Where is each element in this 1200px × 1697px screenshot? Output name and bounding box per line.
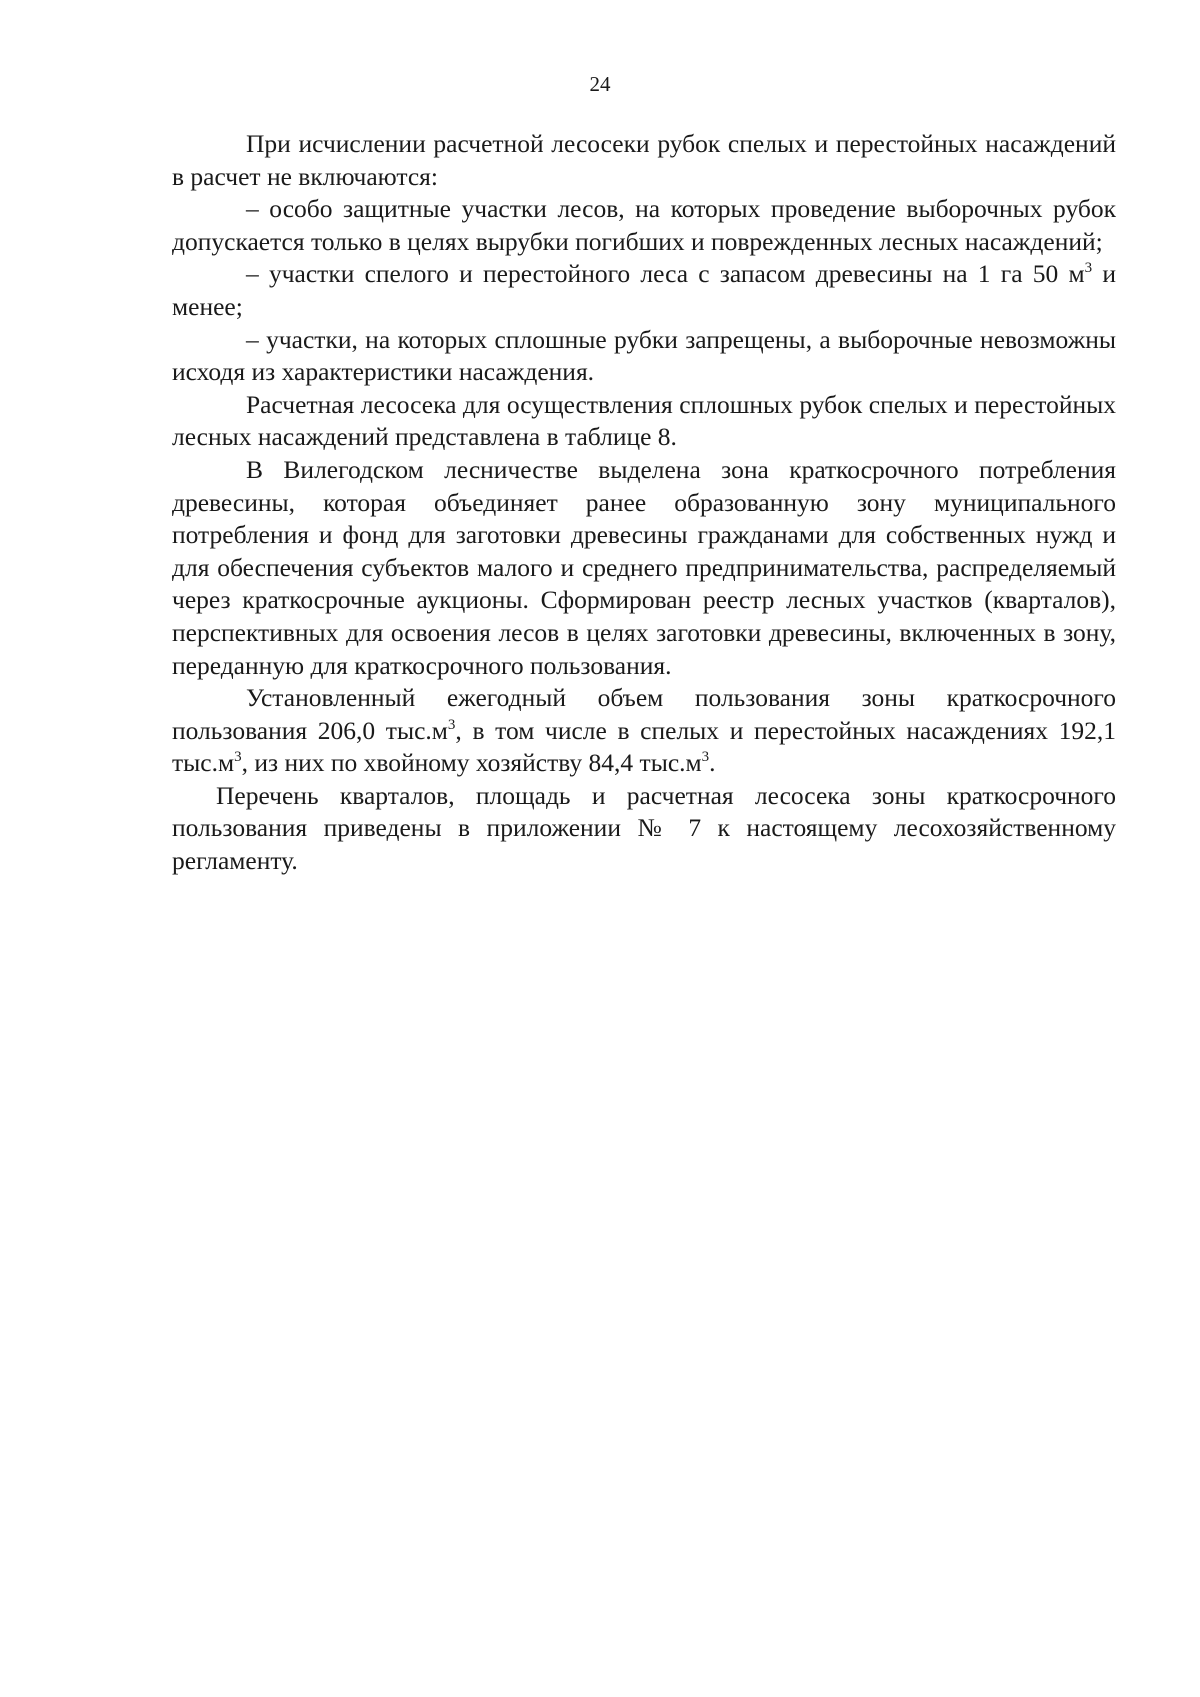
superscript: 3: [701, 749, 710, 766]
bullet-protective-areas: – особо защитные участки лесов, на которых проведение выборочных рубок допускается только в целях вырубки погибших и поврежденных лесных насаждений;: [172, 194, 1116, 256]
document-body: [172, 128, 1116, 878]
annual-volume-text: .: [709, 748, 716, 778]
annual-volume-text: , из них по хвойному хозяйству 84,4 тыс.м: [241, 748, 702, 778]
paragraph-annual-volume: [172, 682, 1116, 780]
page-number: 24: [589, 72, 611, 96]
bullet-prohibited-areas: – участки, на которых сплошные рубки запрещены, а выборочные невозможны исходя из характеристики насаждения.: [172, 324, 1116, 387]
paragraph-intro: При исчислении расчетной лесосеки рубок спелых и перестойных насаждений в расчет не включаются:: [172, 129, 1116, 191]
paragraph-table-reference: Расчетная лесосека для осуществления сплошных рубок спелых и перестойных лесных насаждений представлена в таблице 8.: [172, 389, 1116, 452]
bullet-low-stock-text: – участки спелого и перестойного леса с запасом древесины на 1 га 50 м: [246, 259, 1085, 289]
bullet-low-stock-areas: [172, 258, 1116, 323]
paragraph-short-term-zone: В Вилегодском лесничестве выделена зона краткосрочного потребления древесины, которая объединяет ранее образованную зону муниципального потребления и фонд для заготовки древесины гражданами для собственных нужд и для обеспечения субъектов малого и среднего предпринимательства, распределяемый через краткосрочные аукционы. Сформирован реестр лесных участков (кварталов), перспективных для освоения лесов в целях заготовки древесины, включенных в зону, переданную для краткосрочного пользования.: [172, 454, 1116, 680]
annual-volume-text: , в том числе в спелых и перестойных насаждениях 192,1 тыс.м: [172, 715, 1116, 778]
paragraph-appendix-reference: Перечень кварталов, площадь и расчетная лесосека зоны краткосрочного пользования приведены в приложении № 7 к настоящему лесохозяйственному регламенту.: [172, 780, 1116, 876]
annual-volume-text: Установленный ежегодный объем пользования зоны краткосрочного пользования 206,0 тыс.м: [172, 683, 1116, 745]
superscript: 3: [447, 716, 456, 733]
superscript: 3: [1084, 260, 1093, 277]
superscript: 3: [234, 749, 242, 766]
bullet-low-stock-tail: и менее;: [172, 259, 1116, 321]
